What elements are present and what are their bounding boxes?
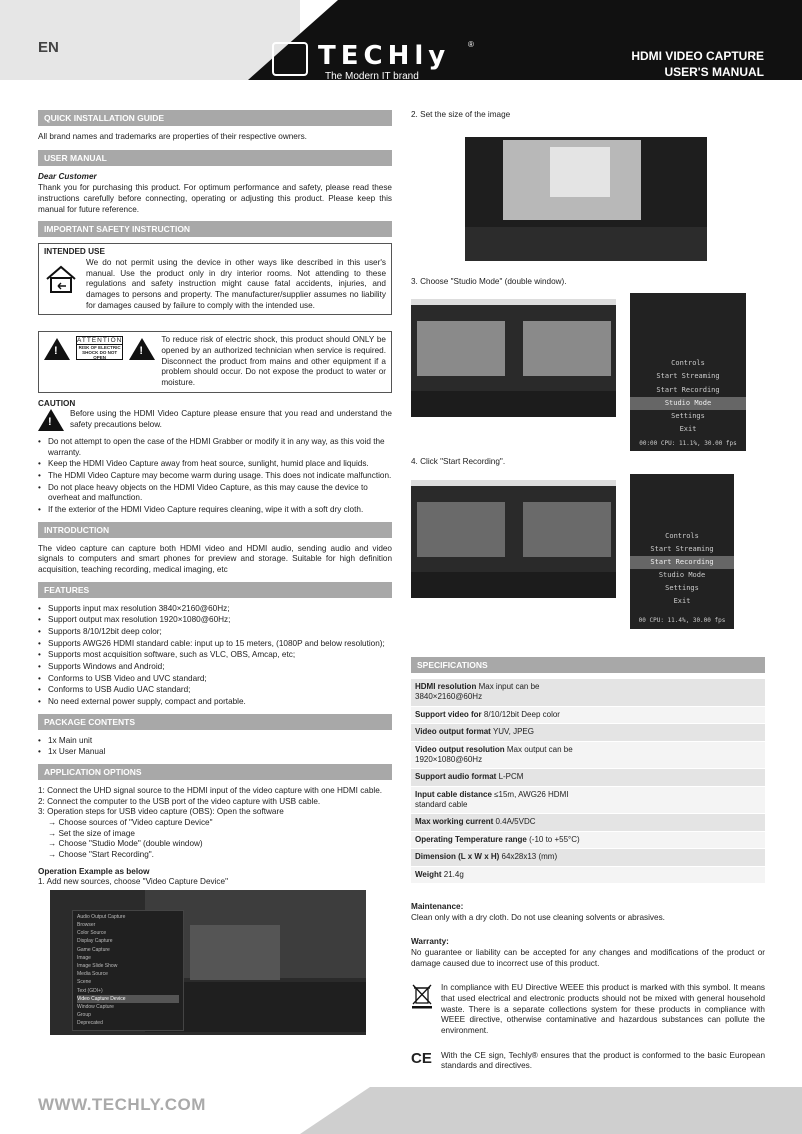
spec-cell <box>411 814 589 831</box>
list-item: • Do not place heavy objects on the HDMI Video Capture, as this may cause the device to overheat and malfunction. <box>38 483 392 504</box>
obs-screenshot-image-size <box>465 137 707 261</box>
left-column <box>38 110 392 1035</box>
menu-item: Deprecated <box>77 1020 103 1027</box>
app-step: → Choose "Studio Mode" (double window) <box>48 839 203 849</box>
list-item: • Supports AWG26 HDMI standard cable: input up to 15 meters, (1080P and below resolution); <box>38 639 392 650</box>
spec-table <box>411 679 765 884</box>
list-item: • Keep the HDMI Video Capture away from heat source, sunlight, humid place and liquids. <box>38 459 392 470</box>
list-item: • 1x User Manual <box>38 747 392 758</box>
spec-value: ≤15m, AWG26 HDMI standard cable <box>415 789 569 810</box>
spec-empty-cell <box>589 849 765 866</box>
spec-empty-cell <box>589 831 765 848</box>
menu-item: Start Streaming <box>650 545 714 554</box>
table-row <box>411 769 765 786</box>
menu-item: Game Capture <box>77 946 110 953</box>
table-row <box>411 706 765 723</box>
caution-title: CAUTION <box>38 398 76 408</box>
caution-icon: ! <box>38 409 64 431</box>
menu-item-highlight: Start Recording <box>630 556 734 569</box>
attention-text: To reduce risk of electric shock, this product should ONLY be opened by an authorized technician when service is required. Disconnect the product from mains and other equipment if a problem should occur. Do not expose the product to water or moisture. <box>161 335 386 387</box>
menu-item: Controls <box>665 531 699 540</box>
controls-menu-recording <box>630 474 734 629</box>
table-row <box>411 724 765 741</box>
brand-tagline: The Modern IT brand <box>325 71 419 82</box>
app-step: → Choose sources of "Video capture Device" <box>48 817 213 827</box>
section-introduction: INTRODUCTION <box>38 522 392 538</box>
menu-item: Window Capture <box>77 1004 114 1011</box>
language-label: EN <box>38 39 59 56</box>
list-item: • Support output max resolution 1920×1080@60Hz; <box>38 615 392 626</box>
controls-menu-studio <box>630 293 746 451</box>
menu-item: Controls <box>671 359 705 368</box>
menu-item: Media Source <box>77 971 108 978</box>
menu-item: Image <box>77 954 91 961</box>
spec-empty-cell <box>589 724 765 741</box>
menu-item-highlight: Studio Mode <box>630 397 746 410</box>
section-specifications: SPECIFICATIONS <box>411 657 765 673</box>
manual-title-line1: HDMI VIDEO CAPTURE <box>631 49 764 63</box>
spec-value: (-10 to +55°C) <box>529 834 580 844</box>
spec-key: Support audio format <box>415 772 497 782</box>
obs-screenshot-recording <box>411 480 616 598</box>
section-package: PACKAGE CONTENTS <box>38 714 392 730</box>
caution-list <box>38 437 392 516</box>
spec-cell <box>411 706 589 723</box>
menu-item: Audio Output Capture <box>77 913 126 920</box>
spec-cell <box>411 786 589 814</box>
menu-item: Exit <box>673 597 691 606</box>
spec-cell <box>411 679 589 706</box>
spec-key: Input cable distance <box>415 789 492 799</box>
spec-value: YUV, JPEG <box>492 727 534 737</box>
menu-item: Settings <box>671 411 705 420</box>
table-row <box>411 679 765 706</box>
ce-text: With the CE sign, Techly® ensures that the product is conformed to the basic European standards and directives. <box>441 1050 765 1071</box>
menu-item: Text (GDI+) <box>77 987 103 994</box>
menu-item: Group <box>77 1012 91 1019</box>
spec-cell <box>411 741 589 769</box>
intended-use-box <box>38 243 392 315</box>
intro-text: The video capture can capture both HDMI video and HDMI audio, sending audio and video signals to computers and smart phones for preview and storage. Suitable for high definition acquisition, teaching recording, medical imaging, etc <box>38 543 392 575</box>
spec-value: 21.4g <box>443 869 464 879</box>
list-item: • The HDMI Video Capture may become warm during usage. This does not indicate malfunction. <box>38 471 392 482</box>
list-item: • Conforms to USB Audio UAC standard; <box>38 685 392 696</box>
footer-grey-panel <box>300 1087 802 1134</box>
warranty-title: Warranty: <box>411 937 449 947</box>
obs-source-menu <box>72 910 184 1031</box>
trademark-note: All brand names and trademarks are properties of their respective owners. <box>38 132 307 141</box>
menu-item: Settings <box>665 584 699 593</box>
spec-value: 64x28x13 (mm) <box>501 852 558 862</box>
spec-empty-cell <box>589 769 765 786</box>
list-item: • Supports most acquisition software, such as VLC, OBS, Amcap, etc; <box>38 650 392 661</box>
package-list <box>38 736 392 758</box>
spec-empty-cell <box>589 706 765 723</box>
step-4-label: 4. Click "Start Recording". <box>411 457 506 467</box>
spec-empty-cell <box>589 741 765 769</box>
list-item: • Supports 8/10/12bit deep color; <box>38 627 392 638</box>
spec-value: Max output can be 1920×1080@60Hz <box>415 744 573 764</box>
right-column <box>411 110 765 1072</box>
obs-screenshot-studio-mode <box>411 299 616 417</box>
table-row <box>411 866 765 883</box>
dear-text: Thank you for purchasing this product. For optimum performance and safety, please read these instructions carefully before connecting, operating or adjusting this product. Please keep this manual for future reference. <box>38 183 392 214</box>
maintenance-title: Maintenance: <box>411 902 464 912</box>
spec-value: L-PCM <box>498 772 524 782</box>
section-application: APPLICATION OPTIONS <box>38 764 392 780</box>
table-row <box>411 831 765 848</box>
spec-empty-cell <box>589 866 765 883</box>
menu-item: Exit <box>679 424 697 433</box>
list-item: • If the exterior of the HDMI Video Capture requires cleaning, wipe it with a soft dry cloth. <box>38 505 392 516</box>
warning-icon-2: ! <box>129 338 155 388</box>
spec-value: 0.4A/5VDC <box>495 817 536 827</box>
spec-key: Video output format <box>415 727 491 737</box>
spec-empty-cell <box>589 814 765 831</box>
menu-item: Studio Mode <box>658 571 706 580</box>
spec-cell <box>411 866 589 883</box>
footer-url: WWW.TECHLY.COM <box>38 1094 206 1114</box>
manual-title-line2: USER'S MANUAL <box>664 64 764 79</box>
list-item: • No need external power supply, compact and portable. <box>38 697 392 708</box>
caution-text: Before using the HDMI Video Capture please ensure that you read and understand the safety precautions below. <box>70 409 392 429</box>
list-item: • 1x Main unit <box>38 736 392 747</box>
menu-item-selected: Video Capture Device <box>77 995 179 1003</box>
menu-item: Image Slide Show <box>77 963 118 970</box>
attention-box <box>38 331 392 392</box>
example-title: Operation Example as below <box>38 866 150 876</box>
app-line: 3: Operation steps for USB video capture (OBS): Open the software <box>38 807 284 817</box>
menu-item: Start Recording <box>656 385 720 394</box>
spec-key: Weight <box>415 869 442 879</box>
manual-title <box>631 49 764 80</box>
status-readout: 00:00 CPU: 11.1%, 30.00 fps <box>639 439 737 447</box>
table-row <box>411 814 765 831</box>
status-readout: 00 CPU: 11.4%, 30.00 fps <box>638 617 726 625</box>
list-item: • Supports input max resolution 3840×2160@60Hz; <box>38 604 392 615</box>
house-icon <box>44 258 80 311</box>
obs-screenshot-add-source <box>50 890 366 1035</box>
app-step: → Set the size of image <box>48 828 135 838</box>
spec-empty-cell <box>589 786 765 814</box>
ce-mark-icon: CE <box>411 1049 432 1067</box>
maintenance-text: Clean only with a dry cloth. Do not use cleaning solvents or abrasives. <box>411 912 665 922</box>
table-row <box>411 849 765 866</box>
menu-item: Browser <box>77 922 96 929</box>
app-step: → Choose "Start Recording". <box>48 849 154 859</box>
spec-key: Support video for <box>415 709 482 719</box>
spec-key: HDMI resolution <box>415 681 477 691</box>
menu-item: Start Streaming <box>656 372 720 381</box>
spec-cell <box>411 724 589 741</box>
section-features: FEATURES <box>38 582 392 598</box>
spec-key: Max working current <box>415 817 494 827</box>
attention-label: ATTENTION <box>77 337 123 345</box>
table-row <box>411 786 765 814</box>
app-line: 1: Connect the UHD signal source to the HDMI input of the video capture with one HDMI cable. <box>38 785 383 795</box>
warning-icon: ! <box>44 338 70 388</box>
dear-customer: Dear Customer <box>38 171 97 181</box>
section-safety: IMPORTANT SAFETY INSTRUCTION <box>38 221 392 237</box>
section-quick-install: QUICK INSTALLATION GUIDE <box>38 110 392 126</box>
section-user-manual: USER MANUAL <box>38 150 392 166</box>
spec-key: Video output resolution <box>415 744 505 754</box>
techly-logo-icon <box>272 42 308 76</box>
spec-empty-cell <box>589 679 765 706</box>
brand-logo: TECHly <box>318 41 451 71</box>
spec-cell <box>411 769 589 786</box>
menu-item: Display Capture <box>77 938 113 945</box>
menu-item: Scene <box>77 979 92 986</box>
spec-cell <box>411 831 589 848</box>
weee-text: In compliance with EU Directive WEEE this product is marked with this symbol. It means that used electrical and electronic products should not be mixed with general household waste. There is a separate collections system for these products in compliance with WEEE directive, otherwise contaminative and hazardous substances can pollute the environment. <box>441 983 765 1035</box>
example-step-1: 1. Add new sources, choose "Video Capture Device" <box>38 877 228 887</box>
spec-value: 8/10/12bit Deep color <box>483 709 560 719</box>
menu-item: Color Source <box>77 930 107 937</box>
spec-cell <box>411 849 589 866</box>
features-list <box>38 604 392 708</box>
step-2-label: 2. Set the size of the image <box>411 110 511 119</box>
warranty-text: No guarantee or liability can be accepted for any changes and modifications of the product or damage caused due to incorrect use of this product. <box>411 948 765 968</box>
app-line: 2: Connect the computer to the USB port of the video capture with USB cable. <box>38 796 321 806</box>
intended-use-title: INTENDED USE <box>44 247 105 257</box>
spec-value: Max input can be 3840×2160@60Hz <box>415 681 540 702</box>
attention-label-box <box>76 336 123 360</box>
list-item: • Do not attempt to open the case of the HDMI Grabber or modify it in any way, as this void the warranty. <box>38 437 392 458</box>
intended-use-text: We do not permit using the device in other ways like described in this user's manual. Use the product only in dry interior rooms. Not attending to these regulations and safety instruction might cause fatal accidents, injuries, and damages to persons and property. The manufacturer/supplier assumes no liability for damages caused by failure to comply with the intended use. <box>86 257 386 310</box>
spec-key: Dimension (L x W x H) <box>415 852 500 862</box>
registered-mark: ® <box>468 40 474 49</box>
attention-sub: RISK OF ELECTRIC SHOCK DO NOT OPEN <box>78 345 121 361</box>
spec-key: Operating Temperature range <box>415 834 527 844</box>
step-3-label: 3. Choose "Studio Mode" (double window). <box>411 276 567 286</box>
weee-bin-icon <box>411 983 433 1036</box>
list-item: • Supports Windows and Android; <box>38 662 392 673</box>
list-item: • Conforms to USB Video and UVC standard; <box>38 674 392 685</box>
table-row <box>411 741 765 769</box>
